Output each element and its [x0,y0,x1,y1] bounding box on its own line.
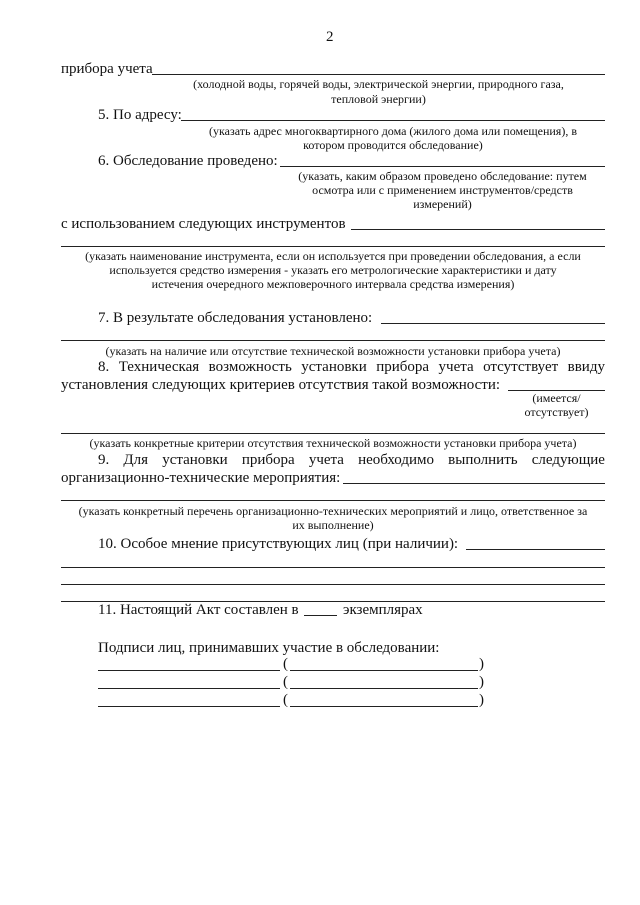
item6-hint-1: (указать, каким образом проведено обследование: путем [298,169,587,183]
signature-line [98,706,280,707]
item5-hint-2: котором проводится обследование) [303,138,483,152]
signature-name-line [290,670,478,671]
item5-blank-line [181,120,605,121]
item11-copies-blank [304,615,337,616]
signature-close-paren: ) [479,674,484,690]
signature-close-paren: ) [479,692,484,708]
item8-word: учета [438,359,474,375]
item8-word: прибора [376,359,430,375]
item9-word: установки [162,452,228,468]
item6-label: 6. Обследование проведено: [98,153,278,169]
item8-hint-a: (имеется/ [532,391,581,405]
item8-word: отсутствует [483,359,559,375]
item8-hint: (указать конкретные критерии отсутствия технической возможности установки прибора учета) [89,436,577,450]
item9-hint-1: (указать конкретный перечень организационно-технических мероприятий и лицо, ответственное за [78,504,588,518]
item9-hint-2: их выполнение) [292,518,374,532]
item10-blank-line-1 [466,549,605,550]
item9-line-2: организационно-технические мероприятия: [61,470,341,486]
item6-blank-line [280,166,605,167]
item9-word: 9. [98,452,110,468]
meter-hint-1: (холодной воды, горячей воды, электрической энергии, природного газа, [193,77,564,91]
item10-blank-line-2 [61,567,605,568]
item9-word: необходимо [358,452,435,468]
item9-word: выполнить [448,452,518,468]
meter-hint-2: тепловой энергии) [331,92,426,106]
item9-word: Для [123,452,149,468]
item7-hint: (указать на наличие или отсутствие технической возможности установки прибора учета) [105,344,561,358]
item8-word: Техническая [118,359,200,375]
signature-name-line [290,706,478,707]
instruments-hint-3: истечения очередного межповерочного интервала средства измерения) [151,277,515,291]
instruments-hint-1: (указать наименование инструмента, если он используется при проведении обследования, а если [85,249,581,263]
item8-line-1 [98,360,605,375]
item8-hint-b: отсутствует) [524,405,589,419]
item6-hint-3: измерений) [413,197,472,211]
signature-line [98,688,280,689]
signature-name-line [290,688,478,689]
item8-word: ввиду [567,359,605,375]
item7-blank-line-2 [61,340,605,341]
instruments-blank-line-1 [351,229,605,230]
item9-blank-line-1 [343,483,605,484]
item10-label: 10. Особое мнение присутствующих лиц (при наличии): [98,536,459,552]
item8-word: возможность [208,359,292,375]
instruments-label: с использованием следующих инструментов [61,216,346,232]
item8-line-2: установления следующих критериев отсутствия такой возможности: [61,377,501,393]
item11-prefix: 11. Настоящий Акт составлен в [98,602,299,618]
signature-close-paren: ) [479,656,484,672]
item9-word: учета [308,452,344,468]
instruments-blank-line-2 [61,246,605,247]
item5-label: 5. По адресу: [98,107,182,123]
item8-word: установки [301,359,367,375]
signatures-label: Подписи лиц, принимавших участие в обследовании: [98,640,440,656]
item5-hint-1: (указать адрес многоквартирного дома (жилого дома или помещения), в [209,124,577,138]
item8-word: 8. [98,359,110,375]
signature-line [98,670,280,671]
signature-open-paren: ( [283,674,288,690]
item7-blank-line-1 [381,323,605,324]
item9-word: прибора [241,452,295,468]
item9-word: следующие [531,452,605,468]
signature-open-paren: ( [283,656,288,672]
item7-label: 7. В результате обследования установлено: [98,310,373,326]
instruments-hint-2: используется средство измерения - указать его метрологические характеристики и дату [109,263,557,277]
meter-label: прибора учета [61,61,153,77]
item6-hint-2: осмотра или с применением инструментов/средств [312,183,573,197]
page-number: 2 [326,29,334,45]
item9-line-1 [98,453,605,468]
item8-blank-line-2 [61,433,605,434]
item9-blank-line-2 [61,500,605,501]
meter-blank-line [152,74,605,75]
signature-open-paren: ( [283,692,288,708]
item10-blank-line-3 [61,584,605,585]
item11-suffix: экземплярах [343,602,423,618]
